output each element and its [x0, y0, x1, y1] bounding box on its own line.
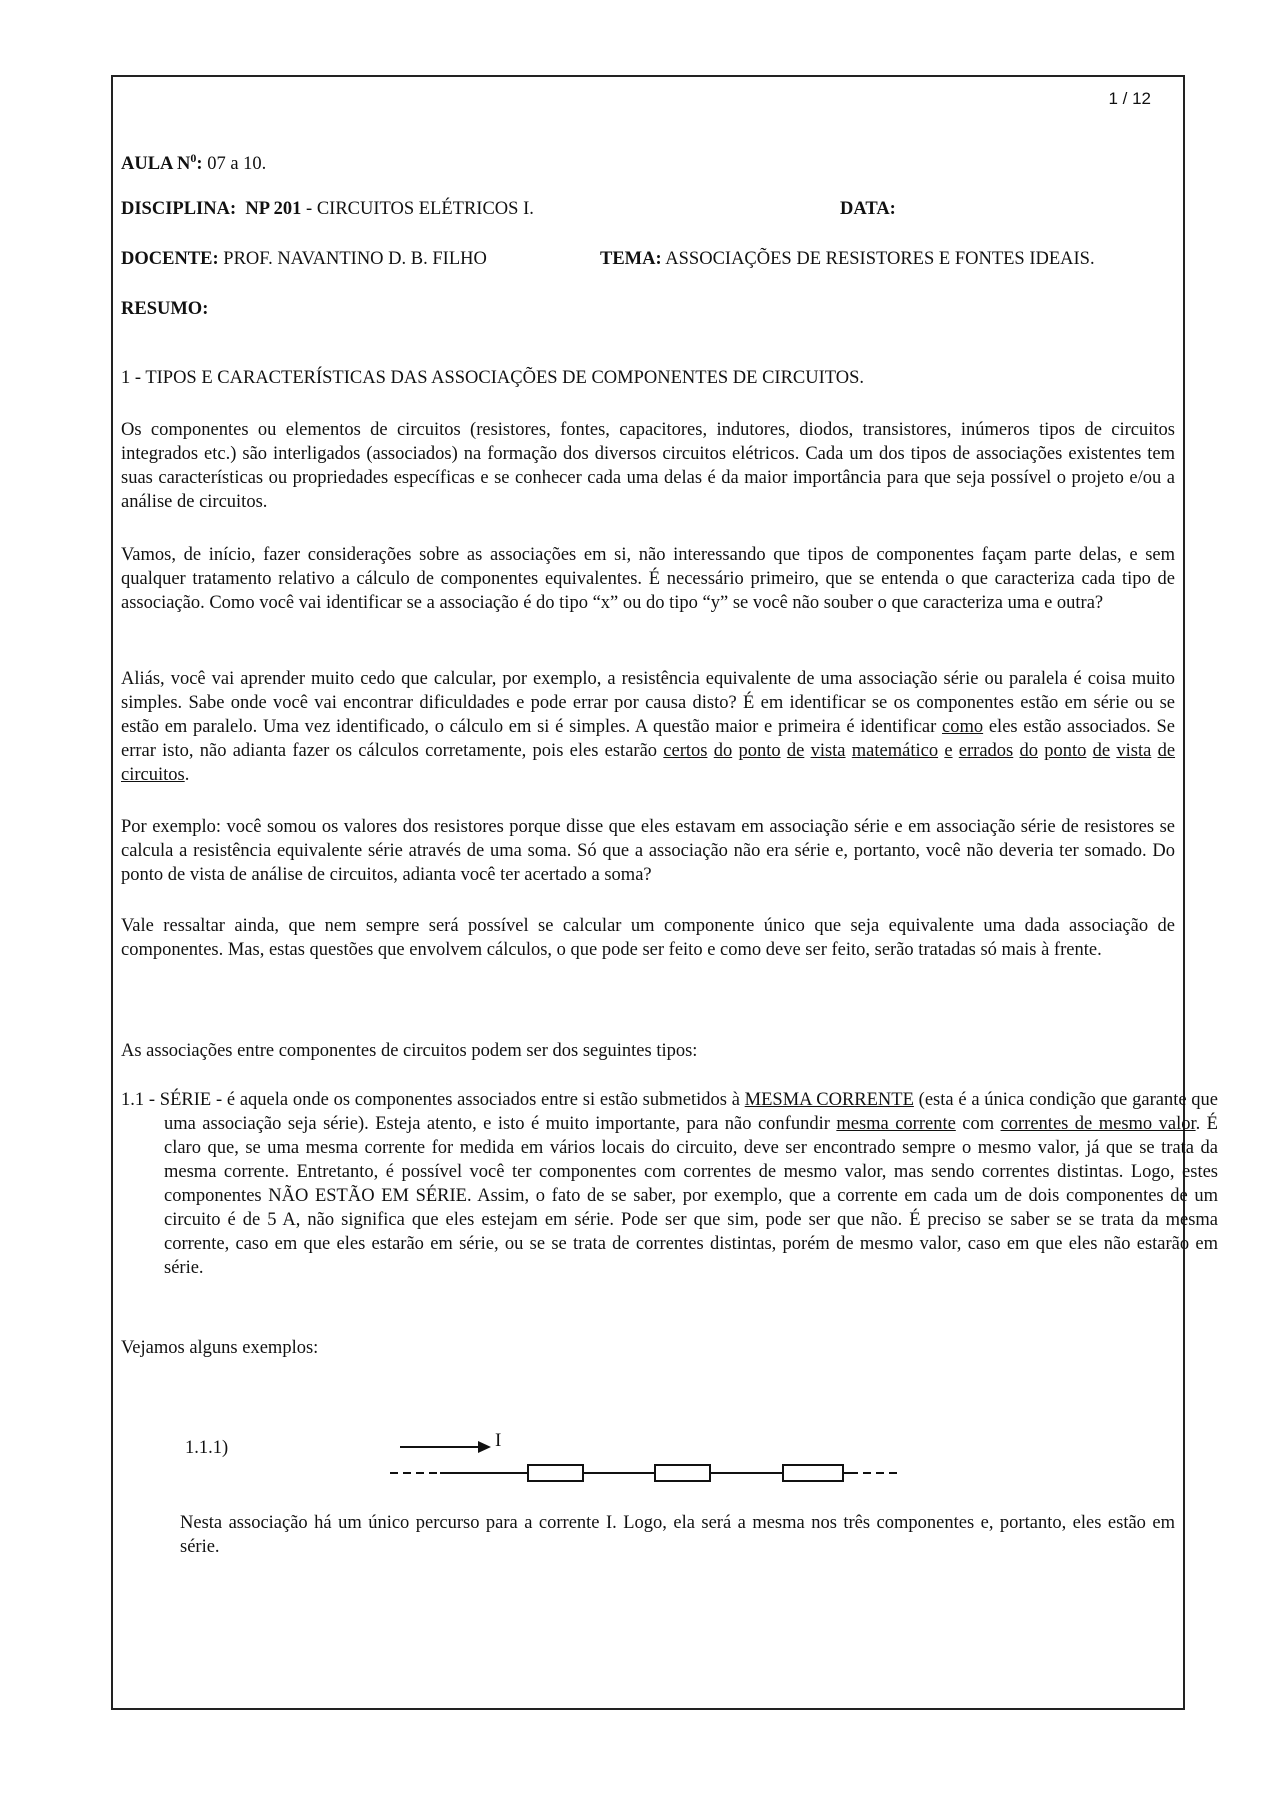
aula-superscript: 0 [190, 151, 197, 165]
paragraph-7: Vejamos alguns exemplos: [121, 1338, 319, 1358]
current-label: I [495, 1430, 502, 1451]
underlined-word: e [944, 741, 953, 761]
docente-line [121, 247, 487, 271]
emphasis-como: como [942, 717, 984, 737]
current-arrow [400, 1441, 491, 1453]
paragraph-4: Por exemplo: você somou os valores dos resistores porque disse que eles estavam em associação série e em associação série de resistores se calcula a resistência equivalente série através de uma soma. Só que a associação não era série e, portanto, você não deveria ter somado. Do ponto de vista de análise de circuitos, adianta você ter acertado a soma? [121, 817, 1175, 885]
paragraph-2: Vamos, de início, fazer considerações sobre as associações em si, não interessando que tipos de componentes façam parte delas, e sem qualquer tratamento relativo a cálculo de componentes equivalentes. É necessário primeiro, que se entenda o que caracteriza cada tipo de associação. Como você vai identificar se a associação é do tipo “x” ou do tipo “y” se você não souber o que caracteriza uma e outra? [121, 545, 1175, 613]
paragraph-6: As associações entre componentes de circuitos podem ser dos seguintes tipos: [121, 1041, 698, 1061]
underlined-word: ponto [1044, 741, 1087, 761]
disciplina-code: NP 201 [245, 199, 302, 219]
emphasis-mesma-corrente: mesma corrente [836, 1114, 956, 1134]
underlined-word: do [713, 741, 733, 761]
paragraph-5: Vale ressaltar ainda, que nem sempre será possível se calcular um componente único que seja equivalente uma dada associação de componentes. Mas, estas questões que envolvem cálculos, o que pode ser feito e como deve ser feito, serão tratadas só mais à frente. [121, 916, 1175, 960]
serie-part-d: . É claro que, se uma mesma corrente for medida em vários locais do circuito, deve ser encontrado sempre o mesmo valor, já que se trata da mesma corrente. Entretanto, é possível você ter componentes com correntes de mesmo valor, mas sendo correntes distintas. Logo, estes componentes NÃO ESTÃO EM SÉRIE. Assim, o fato de se saber, por exemplo, que a corrente em cada um de dois componentes de um circuito é de 5 A, não significa que eles estejam em série. Pode ser que sim, pode ser que não. É preciso se saber se se trata da mesma corrente, caso em que eles estarão em série, ou se se trata de correntes distintas, porém de mesmo valor, caso em que eles não estarão em série. [164, 1114, 1218, 1278]
underlined-word: certos [663, 741, 708, 761]
underlined-word: matemático [851, 741, 939, 761]
aula-line [121, 146, 266, 176]
series-circuit-diagram [385, 1428, 905, 1488]
resistor-1 [528, 1465, 583, 1481]
resumo-label: RESUMO: [121, 299, 209, 319]
section-title: 1 - TIPOS E CARACTERÍSTICAS DAS ASSOCIAÇÕES DE COMPONENTES DE CIRCUITOS. [121, 368, 865, 388]
underlined-word: de [786, 741, 805, 761]
emphasis-correntes-mesmo-valor: correntes de mesmo valor [1000, 1114, 1196, 1134]
data-label: DATA: [840, 199, 896, 219]
tema-line [600, 247, 1095, 271]
resistor-2 [655, 1465, 710, 1481]
paragraph-3-part-a: Aliás, você vai aprender muito cedo que calcular, por exemplo, a resistência equivalente de uma associação série ou paralela é coisa muito simples. Sabe onde você vai encontrar dificuldades e pode errar por causa disto? É em identificar se os componentes estão em série ou se estão em paralelo. Uma vez identificado, o cálculo em si é simples. A questão maior e primeira é identificar [121, 669, 1175, 737]
example-caption: Nesta associação há um único percurso para a corrente I. Logo, ela será a mesma nos três componentes e, portanto, eles estão em série. [180, 1513, 1175, 1557]
paragraph-3-part-b: eles estão associados. Se errar isto, não adianta fazer os cálculos corretamente, pois eles estarão [121, 717, 1175, 761]
tema-value: ASSOCIAÇÕES DE RESISTORES E FONTES IDEAIS. [661, 249, 1095, 269]
tema-label: TEMA: [600, 249, 662, 269]
underlined-word: vista [810, 741, 846, 761]
disciplina-label: DISCIPLINA: [121, 199, 237, 219]
paragraph-3-end: . [184, 765, 190, 785]
docente-value: PROF. NAVANTINO D. B. FILHO [218, 249, 487, 269]
serie-part-b: (esta é a única condição que garante que uma associação seja série). Esteja atento, e isto é muito importante, para não confundir [164, 1090, 1219, 1134]
underlined-word: errados [958, 741, 1014, 761]
underlined-word: vista [1116, 741, 1152, 761]
docente-label: DOCENTE: [121, 249, 219, 269]
example-label: 1.1.1) [185, 1438, 229, 1458]
disciplina-line [121, 197, 534, 221]
underlined-word: ponto [738, 741, 781, 761]
disciplina-name: - CIRCUITOS ELÉTRICOS I. [301, 199, 534, 219]
paragraph-1: Os componentes ou elementos de circuitos (resistores, fontes, capacitores, indutores, diodos, transistores, inúmeros tipos de circuitos integrados etc.) são interligados (associados) na formação dos diversos circuitos elétricos. Cada um dos tipos de associações existentes tem suas características ou propriedades específicas e se conhecer cada uma delas é da maior importância para que seja possível o projeto e/ou a análise de circuitos. [121, 420, 1175, 512]
emphasis-mesma-corrente-caps: MESMA CORRENTE [744, 1090, 914, 1110]
paragraph-3 [121, 667, 1175, 787]
aula-value: 07 a 10. [202, 154, 267, 175]
underlined-word: de [1092, 741, 1111, 761]
aula-colon: : [196, 154, 203, 175]
serie-definition [121, 1088, 1218, 1280]
serie-part-c: com [955, 1114, 1001, 1134]
underlined-word: circuitos [121, 765, 185, 785]
resistor-3 [783, 1465, 843, 1481]
underlined-word: de [1157, 741, 1176, 761]
aula-label: AULA N [121, 154, 191, 175]
page-number: 1 / 12 [1108, 89, 1151, 108]
underlined-word: do [1019, 741, 1038, 761]
serie-part-a: 1.1 - SÉRIE - é aquela onde os componentes associados entre si estão submetidos à [121, 1090, 745, 1110]
